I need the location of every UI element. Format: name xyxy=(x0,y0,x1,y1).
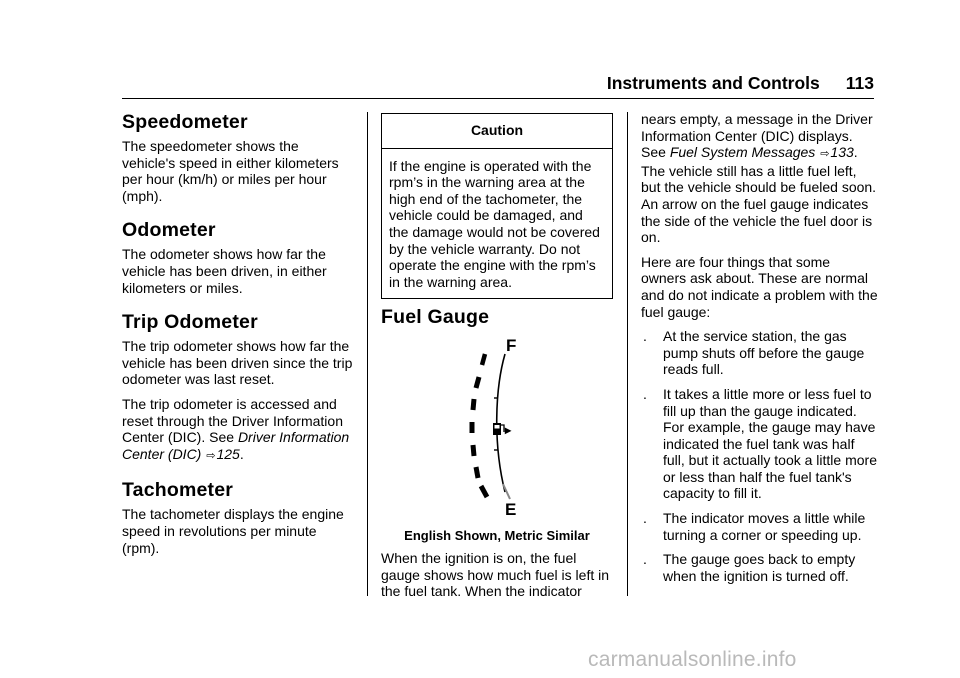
page-header xyxy=(600,73,874,94)
middle-column xyxy=(381,113,613,299)
fuel-gauge-heading: Fuel Gauge xyxy=(381,306,490,328)
dic-reference-link[interactable]: Driver Information Center (DIC) xyxy=(122,429,350,462)
tachometer-text: The tachometer displays the engine speed in revolutions per minute (rpm). xyxy=(122,506,344,556)
odometer-heading: Odometer xyxy=(122,219,216,242)
bullet-marker: . xyxy=(643,510,647,527)
trip-odometer-text-2-prefix: The trip odometer is accessed and reset through the Driver Information Center (DIC). See xyxy=(122,395,343,446)
list-item xyxy=(641,510,879,543)
bullet-text: The gauge goes back to empty when the ignition is turned off. xyxy=(663,551,856,584)
bullet-marker: . xyxy=(643,551,647,568)
column-divider-right xyxy=(627,112,628,596)
gauge-scale-ticks xyxy=(472,354,487,497)
page-number: 113 xyxy=(845,73,874,93)
fuel-gauge-illustration xyxy=(455,334,535,516)
left-column xyxy=(122,110,354,564)
gauge-full-label: F xyxy=(506,336,517,355)
trip-odometer-text-2 xyxy=(122,396,354,464)
caution-text: If the engine is operated with the rpm’s in the warning area at the high end of the tachometer, the vehicle could be damaged, and the damage would not be covered by the vehicle warranty. Do not operate the engine with the rpm’s in the warning area. xyxy=(389,157,600,290)
fuel-system-page-ref[interactable]: 133 xyxy=(830,144,854,161)
page-ref-arrow-icon: ⇨ xyxy=(206,449,216,462)
header-rule xyxy=(122,98,874,99)
column-divider-left xyxy=(367,112,368,596)
dic-page-ref[interactable]: 125 xyxy=(216,445,240,462)
bullet-text: At the service station, the gas pump shuts off before the gauge reads full. xyxy=(663,328,865,378)
list-item xyxy=(641,328,879,378)
fuel-gauge-caption: English Shown, Metric Similar xyxy=(404,528,590,543)
section-title: Instruments and Controls xyxy=(606,73,820,93)
gauge-low-zone xyxy=(503,484,510,499)
caution-title: Caution xyxy=(382,114,612,149)
bullet-marker: . xyxy=(643,385,647,402)
fuel-message-paragraph xyxy=(641,111,879,246)
speedometer-text: The speedometer shows the vehicle's speed in either kilometers per hour (km/h) or miles per hour (mph). xyxy=(122,138,339,204)
trip-odometer-text-2-suffix: . xyxy=(239,445,244,462)
fuel-system-messages-link[interactable]: Fuel System Messages xyxy=(669,144,816,161)
caution-box xyxy=(381,113,613,299)
bullet-marker: . xyxy=(643,328,647,345)
bullet-text: It takes a little more or less fuel to fill up than the gauge indicated. For example, the gauge may have indicated the fuel tank was half full, but it actually took a little more or less than half the fuel tank's capacity to fill it. xyxy=(663,385,877,502)
fuel-message-prefix: nears empty, a message in the Driver Information Center (DIC) displays. See xyxy=(641,111,873,161)
watermark: carmanualsonline.info xyxy=(588,648,797,671)
fuel-pump-icon xyxy=(493,423,504,435)
fuel-gauge-text: When the ignition is on, the fuel gauge shows how much fuel is left in the fuel tank. When the indicator xyxy=(381,550,610,600)
fuel-door-arrow-icon: ▸ xyxy=(505,423,512,437)
odometer-text: The odometer shows how far the vehicle has been driven, in either kilometers or miles. xyxy=(122,246,327,296)
speedometer-heading: Speedometer xyxy=(122,111,248,133)
trip-odometer-text-1: The trip odometer shows how far the vehicle has been driven since the trip odometer was last reset. xyxy=(122,338,353,388)
page-ref-arrow-icon: ⇨ xyxy=(820,148,830,161)
right-column xyxy=(641,111,879,592)
fuel-message-suffix: . The vehicle still has a little fuel left, but the vehicle should be fueled soon. An arrow on the fuel gauge indicates the side of the vehicle the fuel door is on. xyxy=(641,144,877,246)
trip-odometer-heading: Trip Odometer xyxy=(122,311,258,334)
list-item xyxy=(641,551,879,584)
tachometer-heading: Tachometer xyxy=(122,479,234,502)
four-things-intro: Here are four things that some owners ask about. These are normal and do not indicate a problem with the fuel gauge: xyxy=(641,253,878,320)
gauge-empty-label: E xyxy=(505,500,517,516)
bullet-text: The indicator moves a little while turning a corner or speeding up. xyxy=(663,510,866,543)
list-item xyxy=(641,386,879,502)
